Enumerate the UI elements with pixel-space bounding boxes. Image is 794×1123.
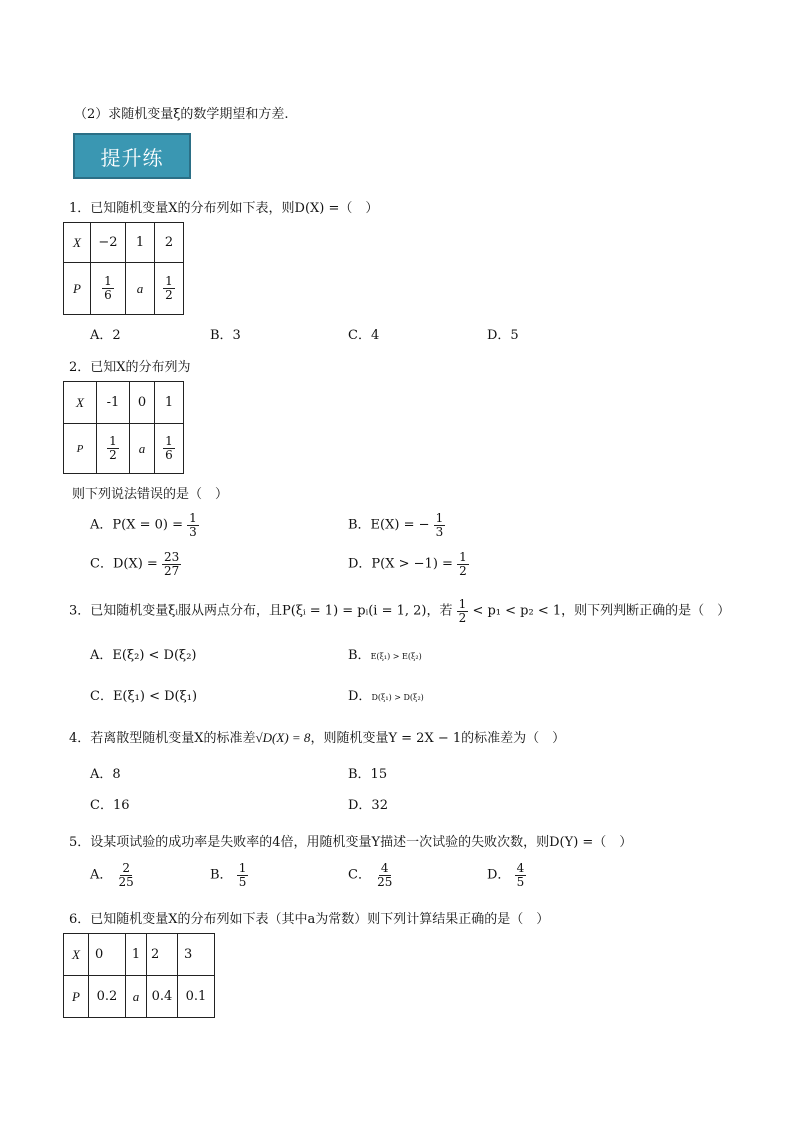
q5-option-a: A． $\frac{2}{25}$ xyxy=(90,861,134,889)
q3-stem: 3．已知随机变量ξᵢ服从两点分布，且P(ξᵢ = 1) = pᵢ(i = 1, 2)，若 $\frac{1}{2}$ < p₁ < p₂ < 1，则下列判断正确的是（ ） xyxy=(69,597,731,625)
q1-cell: 1 xyxy=(126,223,155,263)
fraction: $\frac{1}{2}$ xyxy=(458,597,467,625)
q6-cell: 1 xyxy=(126,934,147,976)
fraction: $\frac{2}{25}$ xyxy=(118,861,134,889)
fraction: $\frac{1}{2}$ xyxy=(109,434,117,462)
section-badge: 提升练 xyxy=(73,133,191,179)
q2-stem: 2．已知X的分布列为 xyxy=(69,360,191,375)
q2-cell: -1 xyxy=(97,382,130,424)
q6-cell: 0.2 xyxy=(89,976,126,1018)
q1-stem: 1．已知随机变量X的分布列如下表，则D(X) =（ ） xyxy=(69,201,379,216)
q1-cell xyxy=(91,263,126,315)
q2-option-d: D．P(X > −1) = $\frac{1}{2}$ xyxy=(348,550,467,578)
fraction: $\frac{1}{6}$ xyxy=(104,274,112,302)
q2-option-a: A．P(X = 0) = $\frac{1}{3}$ xyxy=(90,511,197,539)
q2-cell xyxy=(97,424,130,474)
q2-cell: a xyxy=(130,424,155,474)
q4-option-b: B．15 xyxy=(348,767,388,782)
q2-cell: X xyxy=(64,382,97,424)
q3-option-a: A．E(ξ₂) < D(ξ₂) xyxy=(90,648,197,663)
q4-stem: 4．若离散型随机变量X的标准差√D(X) = 8，则随机变量Y = 2X − 1的标准差为（ ） xyxy=(69,730,566,746)
q4-option-d: D．32 xyxy=(348,798,388,813)
fraction: $\frac{1}{3}$ xyxy=(189,511,197,539)
q1-option-c: C．4 xyxy=(348,328,380,343)
fraction: $\frac{1}{3}$ xyxy=(435,511,444,539)
q1-cell: P xyxy=(64,263,91,315)
fraction: $\frac{1}{5}$ xyxy=(238,861,247,889)
q6-cell: a xyxy=(126,976,147,1018)
q2-cell xyxy=(155,424,184,474)
q1-cell xyxy=(155,263,184,315)
q5-option-d: D． $\frac{4}{5}$ xyxy=(487,861,525,889)
q1-option-d: D．5 xyxy=(487,328,519,343)
intro-line: （2）求随机变量ξ的数学期望和方差. xyxy=(74,107,289,122)
q2-table xyxy=(63,381,184,474)
q2-option-c: C．D(X) = $\frac{23}{27}$ xyxy=(90,550,180,578)
q3-option-b: B．E(ξ₁) > E(ξ₂) xyxy=(348,648,422,663)
q1-cell: −2 xyxy=(91,223,126,263)
q1-cell: a xyxy=(126,263,155,315)
q6-cell: 3 xyxy=(178,934,215,976)
q6-stem: 6．已知随机变量X的分布列如下表（其中a为常数）则下列计算结果正确的是（ ） xyxy=(69,912,550,927)
q4-option-a: A．8 xyxy=(90,767,121,782)
q2-sub: 则下列说法错误的是（ ） xyxy=(72,487,229,502)
q1-option-b: B．3 xyxy=(210,328,241,343)
fraction: $\frac{1}{2}$ xyxy=(165,274,173,302)
q5-stem: 5．设某项试验的成功率是失败率的4倍，用随机变量Y描述一次试验的失败次数，则D(Y) =（ ） xyxy=(69,835,633,850)
q5-option-c: C． $\frac{4}{25}$ xyxy=(348,861,393,889)
fraction: $\frac{4}{25}$ xyxy=(377,861,393,889)
fraction: $\frac{23}{27}$ xyxy=(163,550,180,578)
q6-cell: 0.4 xyxy=(147,976,178,1018)
q1-cell: 2 xyxy=(155,223,184,263)
q3-option-c: C．E(ξ₁) < D(ξ₁) xyxy=(90,689,198,704)
q6-cell: P xyxy=(64,976,89,1018)
q6-cell: 0.1 xyxy=(178,976,215,1018)
q2-cell: 0 xyxy=(130,382,155,424)
fraction: $\frac{4}{5}$ xyxy=(516,861,525,889)
q2-cell: P xyxy=(64,424,97,474)
q1-table xyxy=(63,222,184,315)
q6-table xyxy=(63,933,215,1018)
q2-cell: 1 xyxy=(155,382,184,424)
q4-option-c: C．16 xyxy=(90,798,130,813)
fraction: $\frac{1}{2}$ xyxy=(459,550,467,578)
q6-cell: 0 xyxy=(89,934,126,976)
q3-option-d: D．D(ξ₁) > D(ξ₂) xyxy=(348,689,424,704)
q2-option-b: B．E(X) = − $\frac{1}{3}$ xyxy=(348,511,444,539)
fraction: $\frac{1}{6}$ xyxy=(165,434,173,462)
q1-option-a: A．2 xyxy=(90,328,121,343)
q5-option-b: B． $\frac{1}{5}$ xyxy=(210,861,247,889)
q1-cell: X xyxy=(64,223,91,263)
q6-cell: X xyxy=(64,934,89,976)
q6-cell: 2 xyxy=(147,934,178,976)
